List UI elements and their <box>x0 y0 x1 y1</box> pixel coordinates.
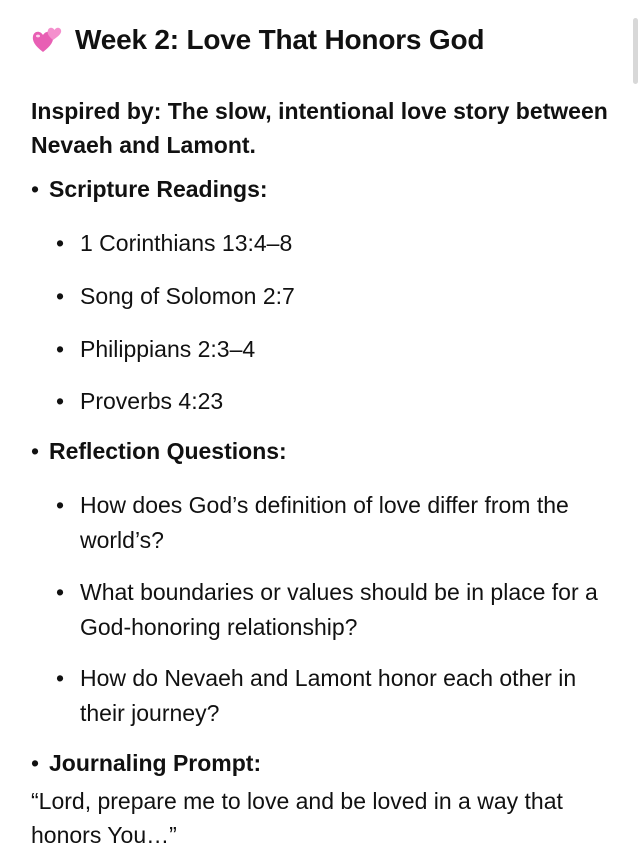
scrollbar[interactable] <box>633 18 638 84</box>
two-hearts-icon <box>31 25 63 55</box>
bullet: • <box>56 665 65 691</box>
list-item: • 1 Corinthians 13:4–8 <box>56 226 605 261</box>
list-item: • What boundaries or values should be in place for a God-honoring relationship? <box>56 575 605 645</box>
page-title <box>31 24 484 56</box>
bullet: • <box>31 750 40 776</box>
list-item: • Proverbs 4:23 <box>56 384 605 419</box>
list-item: • How do Nevaeh and Lamont honor each other in their journey? <box>56 661 605 731</box>
section-heading-scripture: • Scripture Readings: <box>31 176 268 202</box>
list-item: • How does God’s definition of love differ from the world’s? <box>56 488 605 558</box>
list-item: • Song of Solomon 2:7 <box>56 279 605 314</box>
bullet: • <box>56 230 65 256</box>
title-text: Week 2: Love That Honors God <box>75 24 485 55</box>
section-heading-journaling: • Journaling Prompt: <box>31 750 262 776</box>
section-heading-reflection: • Reflection Questions: <box>31 438 287 464</box>
bullet: • <box>56 579 65 605</box>
journaling-prompt-text: “Lord, prepare me to love and be loved in a way that honors You…” <box>31 788 563 848</box>
bullet: • <box>56 492 65 518</box>
bullet: • <box>56 283 65 309</box>
bullet: • <box>31 176 40 202</box>
inspired-by-text: Inspired by: The slow, intentional love story between Nevaeh and Lamont. <box>31 98 608 158</box>
bullet: • <box>56 388 65 414</box>
list-item: • Philippians 2:3–4 <box>56 332 605 367</box>
bullet: • <box>56 336 65 362</box>
bullet: • <box>31 438 40 464</box>
